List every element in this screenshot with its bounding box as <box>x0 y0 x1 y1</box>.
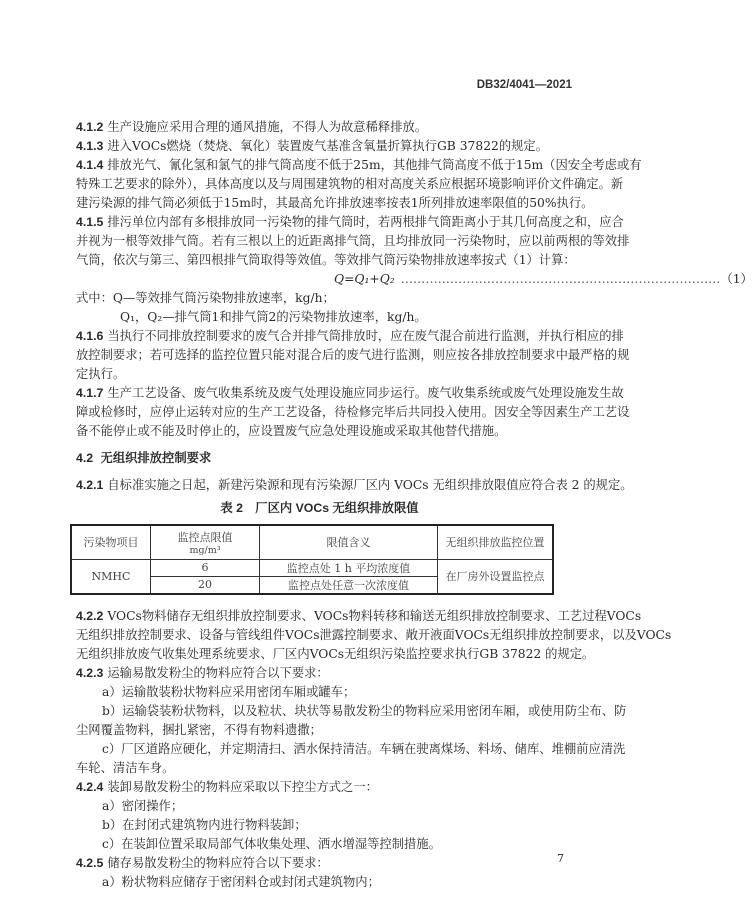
cell-value: 6 <box>151 559 260 576</box>
clause-text: 放控制要求；若可选择的监控位置只能对混合后的废气进行监测，则应按各排放控制要求中最严格的规 <box>76 348 630 362</box>
clause-line <box>76 626 672 645</box>
clause-text: 备不能停止或不能及时停止的，应设置废气应急处理设施或采取其他替代措施。 <box>76 424 507 438</box>
list-item: a）密闭操作； <box>102 798 184 813</box>
clause-number: 4.1.3 <box>76 139 104 153</box>
table-row <box>71 559 553 576</box>
table-title: 表 2 厂区内 VOCs 无组织排放限值 <box>220 501 419 515</box>
document-code: DB32/4041—2021 <box>476 79 572 91</box>
where-line-2: Q₁，Q₂—排气筒1和排气筒2的污染物排放速率，kg/h。 <box>120 310 427 324</box>
clause-text: 无组织排放控制要求、设备与管线组件VOCs泄露控制要求、敞开液面VOCs无组织排放控制要求，以及VOCs <box>76 627 672 642</box>
clause-text: 特殊工艺要求的除外），具体高度以及与周围建筑物的相对高度关系应根据环境影响评价文件确定。新 <box>76 177 624 191</box>
clause-number: 4.1.2 <box>76 120 104 134</box>
list-item-line: c）厂区道路应硬化，并定期清扫、洒水保持清洁。车辆在驶离煤场、料场、储库、堆棚前应清洗 <box>102 741 626 756</box>
clause-number: 4.1.5 <box>76 215 104 229</box>
heading-number: 4.2 <box>76 451 94 465</box>
clause-line <box>76 664 563 683</box>
clause-line <box>76 251 576 270</box>
clause-text: 储存易散发粉尘的物料应符合以下要求： <box>107 855 329 870</box>
heading-title: 无组织排放控制要求 <box>100 451 212 465</box>
section-4-2-clauses <box>76 607 672 683</box>
clause-number: 4.2.3 <box>76 665 104 680</box>
section-4-1-clauses <box>76 118 642 270</box>
clause-number: 4.2.1 <box>76 478 104 492</box>
where-q: Q—等效排气筒污染物排放速率，kg/h； <box>112 291 335 305</box>
clause-line <box>76 213 624 232</box>
list-item: c）在装卸位置采取局部气体收集处理、洒水增湿等控制措施。 <box>102 836 441 851</box>
list-item: a）粉状物料应储存于密闭料仓或封闭式建筑物内； <box>102 874 380 889</box>
clause-line <box>76 403 630 422</box>
clause-line <box>76 607 642 626</box>
formula-number: （1） <box>720 272 753 286</box>
formula-1 <box>76 270 753 289</box>
clause-text: VOCs物料储存无组织排放控制要求、VOCs物料转移和输送无组织排放控制要求、工艺过程VOCs <box>107 608 642 623</box>
clause-number: 4.2.2 <box>76 608 104 623</box>
list-item-line: 车轮、清洁车身。 <box>76 760 175 775</box>
where-lead: 式中： <box>76 291 113 305</box>
clause-text: 自标准实施之日起，新建污染源和现有污染源厂区内 VOCs 无组织排放限值应符合表 2 的规定。 <box>107 478 633 492</box>
clause-4-2-1 <box>76 476 633 495</box>
header-limit <box>151 525 260 559</box>
where-line-1 <box>76 289 563 308</box>
clause-line <box>76 194 594 213</box>
clause-text: 当执行不同排放控制要求的废气合并排气筒排放时，应在废气混合前进行监测，并执行相应的排 <box>107 329 624 343</box>
clause-line <box>76 384 624 403</box>
cell-meaning: 监控点处任意一次浓度值 <box>260 576 438 594</box>
formula-leader-dots: …………………………………………………………………… <box>400 272 721 286</box>
clause-number: 4.2.4 <box>76 779 104 794</box>
cell-meaning: 监控点处 1 h 平均浓度值 <box>260 559 438 576</box>
clause-line <box>76 327 624 346</box>
list-item: b）在封闭式建筑物内进行物料装卸； <box>102 817 307 832</box>
header-location: 无组织排放监控位置 <box>438 525 554 559</box>
list-item-line: 尘网覆盖物料，捆扎紧密，不得有物料遗撒； <box>76 722 322 737</box>
clause-text: 运输易散发粉尘的物料应符合以下要求： <box>107 665 329 680</box>
table-header-row <box>71 525 553 559</box>
clause-4-2-4 <box>76 778 563 797</box>
cell-pollutant: NMHC <box>71 559 151 594</box>
clause-number: 4.1.4 <box>76 158 104 172</box>
clause-text: 排放光气、氰化氢和氯气的排气筒高度不低于25m，其他排气筒高度不低于15m（因安全考虑或有 <box>107 158 642 172</box>
clause-number: 4.1.6 <box>76 329 104 343</box>
section-heading-4-2 <box>76 449 563 468</box>
clause-line <box>76 156 642 175</box>
clause-line <box>76 175 624 194</box>
list-item-line: a）运输散装粉状物料应采用密闭车厢或罐车； <box>102 684 356 699</box>
clause-text: 气筒，依次与第三、第四根排气筒取得等效值。等效排气筒污染物排放速率按式（1）计算： <box>76 253 576 267</box>
clause-line <box>76 422 563 441</box>
clause-4-2-3-items <box>76 683 627 778</box>
document-body <box>76 118 753 892</box>
header-pollutant: 污染物项目 <box>71 525 151 559</box>
formula-expression: Q=Q₁+Q₂ <box>334 272 395 286</box>
header-meaning: 限值含义 <box>260 525 438 559</box>
cell-location: 在厂房外设置监控点 <box>438 559 554 594</box>
clause-4-2-5 <box>76 854 563 873</box>
clause-line <box>76 365 563 384</box>
clause-line <box>76 118 563 137</box>
clause-line <box>76 346 630 365</box>
emission-limit-table <box>70 524 554 595</box>
page-number: 7 <box>557 852 564 865</box>
clause-text: 障或检修时，应停止运转对应的生产工艺设备，待检修完毕后共同投入使用。因安全等因素生产工艺设 <box>76 405 630 419</box>
clause-line <box>76 645 595 664</box>
clause-text: 生产设施应采用合理的通风措施，不得人为故意稀释排放。 <box>107 120 428 134</box>
section-4-1-clauses-b <box>76 327 630 441</box>
clause-text: 定执行。 <box>76 367 126 381</box>
clause-number: 4.2.5 <box>76 855 104 870</box>
clause-number: 4.1.7 <box>76 386 104 400</box>
clause-text: 进入VOCs燃烧（焚烧、氧化）装置废气基准含氧量折算执行GB 37822的规定。 <box>107 139 549 153</box>
clause-text: 生产工艺设备、废气收集系统及废气处理设施应同步运行。废气收集系统或废气处理设施发生故 <box>107 386 624 400</box>
clause-line <box>76 232 630 251</box>
clause-text: 排污单位内部有多根排放同一污染物的排气筒时，若两根排气筒距离小于其几何高度之和，应合 <box>107 215 624 229</box>
clause-text: 无组织排放废气收集处理系统要求、厂区内VOCs无组织污染监控要求执行GB 37822 的规定。 <box>76 646 595 661</box>
header-limit-unit: mg/m³ <box>189 544 221 556</box>
clause-text: 装卸易散发粉尘的物料应采取以下控尘方式之一： <box>107 779 378 794</box>
cell-value: 20 <box>151 576 260 594</box>
clause-text: 建污染源的排气筒必须低于15m时，其最高允许排放速率按表1所列排放速率限值的50%执行。 <box>76 196 594 210</box>
list-item-line: b）运输袋装粉状物料，以及粒状、块状等易散发粉尘的物料应采用密闭车厢，或使用防尘布、防 <box>102 703 627 718</box>
header-limit-label: 监控点限值 <box>177 530 233 544</box>
clause-line <box>76 137 563 156</box>
clause-text: 并视为一根等效排气筒。若有三根以上的近距离排气筒，且均排放同一污染物时，应以前两根的等效排 <box>76 234 630 248</box>
